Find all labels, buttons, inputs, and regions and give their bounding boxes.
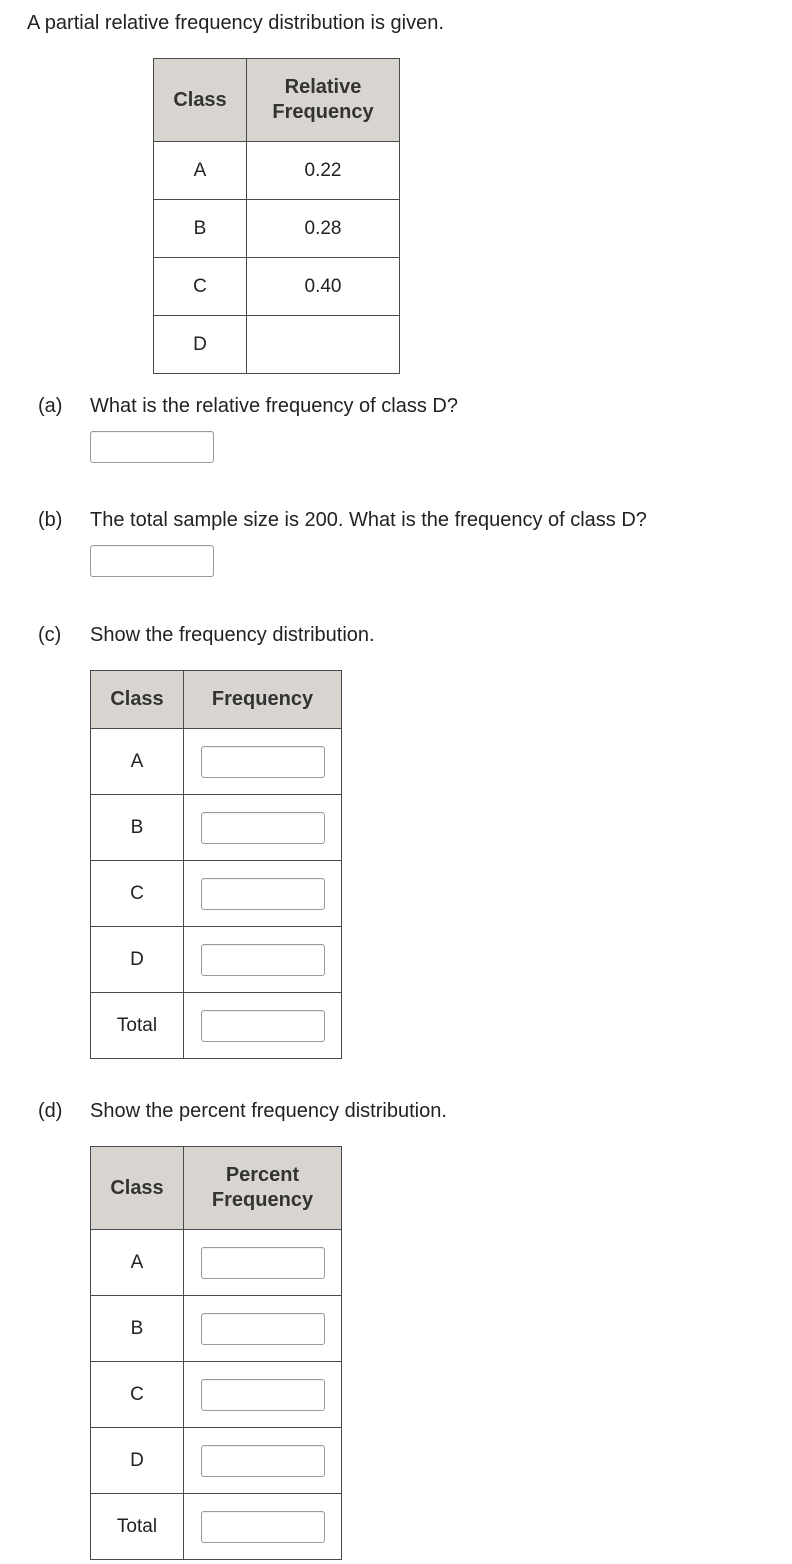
- question-label: (b): [38, 509, 63, 531]
- question-b: [38, 506, 647, 534]
- class-cell: B: [91, 1296, 184, 1362]
- input-cell: [184, 1362, 342, 1428]
- input-cell: [184, 1494, 342, 1560]
- input-cell: [184, 1428, 342, 1494]
- table3-header-class: Class: [91, 1147, 184, 1230]
- class-cell: Total: [91, 993, 184, 1059]
- header-line: Frequency: [272, 101, 374, 123]
- relative-frequency-cell: [247, 316, 400, 374]
- table-row: [91, 729, 342, 795]
- problem-intro: A partial relative frequency distribution is given.: [27, 12, 444, 34]
- question-a: [38, 392, 458, 420]
- percent-input-total[interactable]: [201, 1511, 325, 1543]
- class-cell: D: [91, 1428, 184, 1494]
- percent-frequency-table: [90, 1146, 342, 1560]
- answer-b-input[interactable]: [90, 545, 214, 577]
- answer-a-input[interactable]: [90, 431, 214, 463]
- question-label: (a): [38, 395, 63, 417]
- table-row: [91, 1230, 342, 1296]
- table-row: [91, 1428, 342, 1494]
- input-cell: [184, 927, 342, 993]
- table1-header-relative-frequency: [247, 59, 400, 142]
- table-row: [91, 1494, 342, 1560]
- frequency-input-a[interactable]: [201, 746, 325, 778]
- class-cell: C: [91, 1362, 184, 1428]
- question-text: Show the frequency distribution.: [90, 624, 375, 646]
- frequency-input-c[interactable]: [201, 878, 325, 910]
- percent-input-d[interactable]: [201, 1445, 325, 1477]
- relative-frequency-cell: 0.22: [247, 142, 400, 200]
- class-cell: A: [154, 142, 247, 200]
- class-cell: Total: [91, 1494, 184, 1560]
- class-cell: C: [91, 861, 184, 927]
- frequency-input-total[interactable]: [201, 1010, 325, 1042]
- input-cell: [184, 1296, 342, 1362]
- table3-header-percent-frequency: [184, 1147, 342, 1230]
- table-row: [91, 1296, 342, 1362]
- question-text: Show the percent frequency distribution.: [90, 1100, 447, 1122]
- frequency-table: [90, 670, 342, 1059]
- question-c: [38, 621, 375, 649]
- table1-header-class: Class: [154, 59, 247, 142]
- percent-input-b[interactable]: [201, 1313, 325, 1345]
- table-row: [154, 200, 400, 258]
- class-cell: C: [154, 258, 247, 316]
- class-cell: A: [91, 1230, 184, 1296]
- class-cell: D: [91, 927, 184, 993]
- table-row: [91, 1362, 342, 1428]
- frequency-input-d[interactable]: [201, 944, 325, 976]
- input-cell: [184, 993, 342, 1059]
- question-label: (c): [38, 624, 62, 646]
- table-row: [154, 316, 400, 374]
- class-cell: A: [91, 729, 184, 795]
- table-row: [91, 861, 342, 927]
- table2-header-class: Class: [91, 671, 184, 729]
- relative-frequency-cell: 0.40: [247, 258, 400, 316]
- question-text: What is the relative frequency of class D?: [90, 395, 458, 417]
- input-cell: [184, 861, 342, 927]
- question-text: The total sample size is 200. What is the frequency of class D?: [90, 509, 647, 531]
- percent-input-c[interactable]: [201, 1379, 325, 1411]
- table-row: [91, 795, 342, 861]
- class-cell: D: [154, 316, 247, 374]
- input-cell: [184, 795, 342, 861]
- table-row: [154, 258, 400, 316]
- frequency-input-b[interactable]: [201, 812, 325, 844]
- class-cell: B: [154, 200, 247, 258]
- question-label: (d): [38, 1100, 63, 1122]
- question-d: [38, 1097, 447, 1125]
- header-line: Frequency: [211, 1189, 314, 1211]
- table2-header-frequency: Frequency: [184, 671, 342, 729]
- table-row: [91, 993, 342, 1059]
- table-row: [91, 927, 342, 993]
- input-cell: [184, 729, 342, 795]
- relative-frequency-cell: 0.28: [247, 200, 400, 258]
- percent-input-a[interactable]: [201, 1247, 325, 1279]
- header-line: Percent: [225, 1164, 300, 1186]
- table-row: [154, 142, 400, 200]
- header-line: Relative: [284, 76, 362, 98]
- input-cell: [184, 1230, 342, 1296]
- relative-frequency-table: [153, 58, 400, 374]
- class-cell: B: [91, 795, 184, 861]
